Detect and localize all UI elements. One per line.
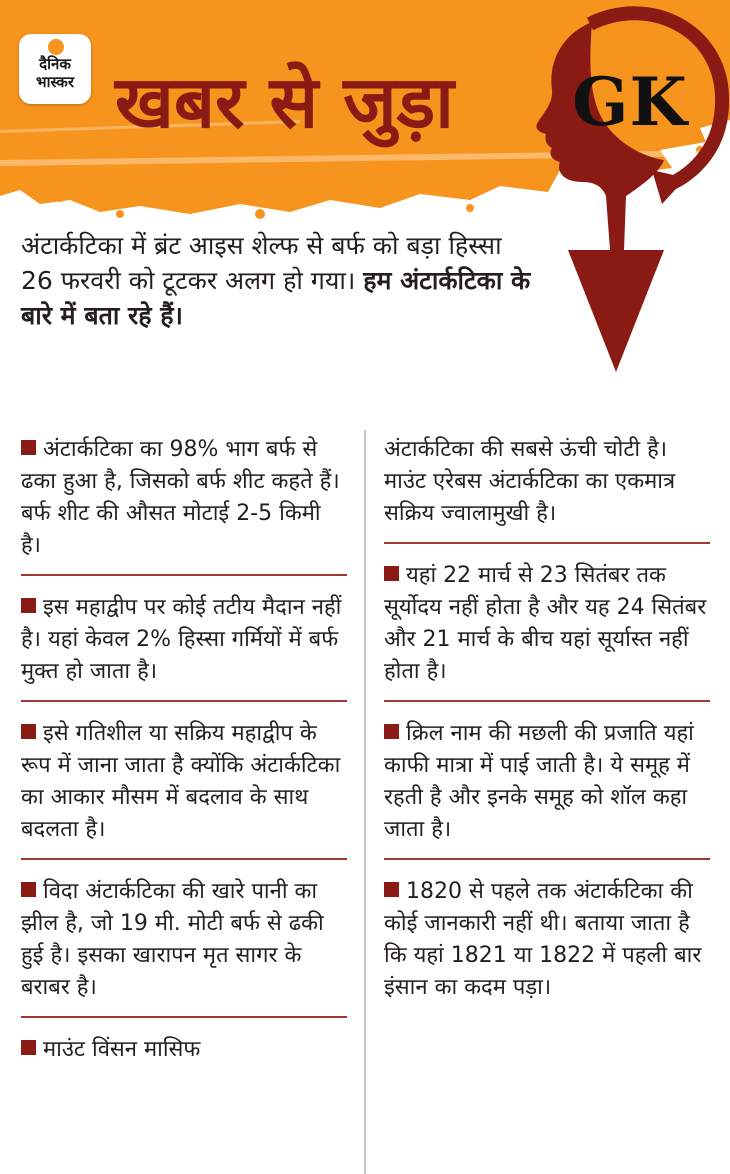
logo-line-2: भास्कर: [36, 73, 74, 91]
fact-item: [384, 714, 710, 860]
gk-badge: GK: [572, 63, 688, 141]
fact-item: [21, 588, 347, 702]
fact-item: [384, 556, 710, 702]
fact-text: माउंट विंसन मासिफ: [43, 1037, 201, 1062]
fact-text: क्रिल नाम की मछली की प्रजाति यहां काफी मात्रा में पाई जाती है। ये समूह में रहती है और इनके समूह को शॉल कहा जाता है।: [384, 721, 694, 842]
sun-icon: [48, 39, 64, 55]
fact-item: [21, 714, 347, 860]
fact-item: [21, 872, 347, 1018]
facts-right-column: [384, 430, 710, 1016]
fact-item: [21, 430, 347, 576]
fact-item: [384, 430, 710, 544]
intro-bold-text: हम अंटार्कटिका के बारे में बता रहे हैं।: [21, 266, 531, 330]
square-bullet-icon: [21, 882, 36, 897]
square-bullet-icon: [21, 1040, 36, 1055]
square-bullet-icon: [384, 724, 399, 739]
fact-text: अंटार्कटिका की सबसे ऊंची चोटी है। माउंट एरेबस अंटार्कटिका का एकमात्र सक्रिय ज्वालामुखी है।: [384, 437, 676, 526]
facts-left-column: [21, 430, 347, 1078]
intro-paragraph: [21, 228, 541, 333]
fact-text: यहां 22 मार्च से 23 सितंबर तक सूर्योदय नहीं होता है और यह 24 सितंबर और 21 मार्च के बीच यहां सूर्यास्त नहीं होता है।: [384, 563, 707, 684]
fact-text: विदा अंटार्कटिका की खारे पानी का झील है, जो 19 मी. मोटी बर्फ से ढकी हुई है। इसका खारापन मृत सागर के बराबर है।: [21, 879, 324, 1000]
square-bullet-icon: [21, 724, 36, 739]
fact-text: इस महाद्वीप पर कोई तटीय मैदान नहीं है। यहां केवल 2% हिस्सा गर्मियों में बर्फ मुक्त हो जाता है।: [21, 595, 342, 684]
fact-item: [21, 1030, 347, 1078]
square-bullet-icon: [384, 882, 399, 897]
dainik-bhaskar-logo: [19, 34, 91, 104]
page-title: खबर से जुड़ा: [115, 60, 454, 144]
logo-line-1: दैनिक: [39, 55, 71, 73]
square-bullet-icon: [21, 440, 36, 455]
square-bullet-icon: [21, 598, 36, 613]
square-bullet-icon: [384, 566, 399, 581]
intro-text: अंटार्कटिका में ब्रंट आइस शेल्फ से बर्फ को बड़ा हिस्सा 26 फरवरी को टूटकर अलग हो गया।: [21, 231, 502, 295]
column-divider: [364, 430, 366, 1174]
fact-text: 1820 से पहले तक अंटार्कटिका की कोई जानकारी नहीं थी। बताया जाता है कि यहां 1821 या 1822 में पहली बार इंसान का कदम पड़ा।: [384, 879, 702, 1000]
fact-text: इसे गतिशील या सक्रिय महाद्वीप के रूप में जाना जाता है क्योंकि अंटार्कटिका का आकार मौसम में बदलाव के साथ बदलता है।: [21, 721, 341, 842]
fact-item: [384, 872, 710, 1016]
fact-text: अंटार्कटिका का 98% भाग बर्फ से ढका हुआ है, जिसको बर्फ शीट कहते हैं। बर्फ शीट की औसत मोटाई 2-5 किमी है।: [21, 437, 340, 558]
